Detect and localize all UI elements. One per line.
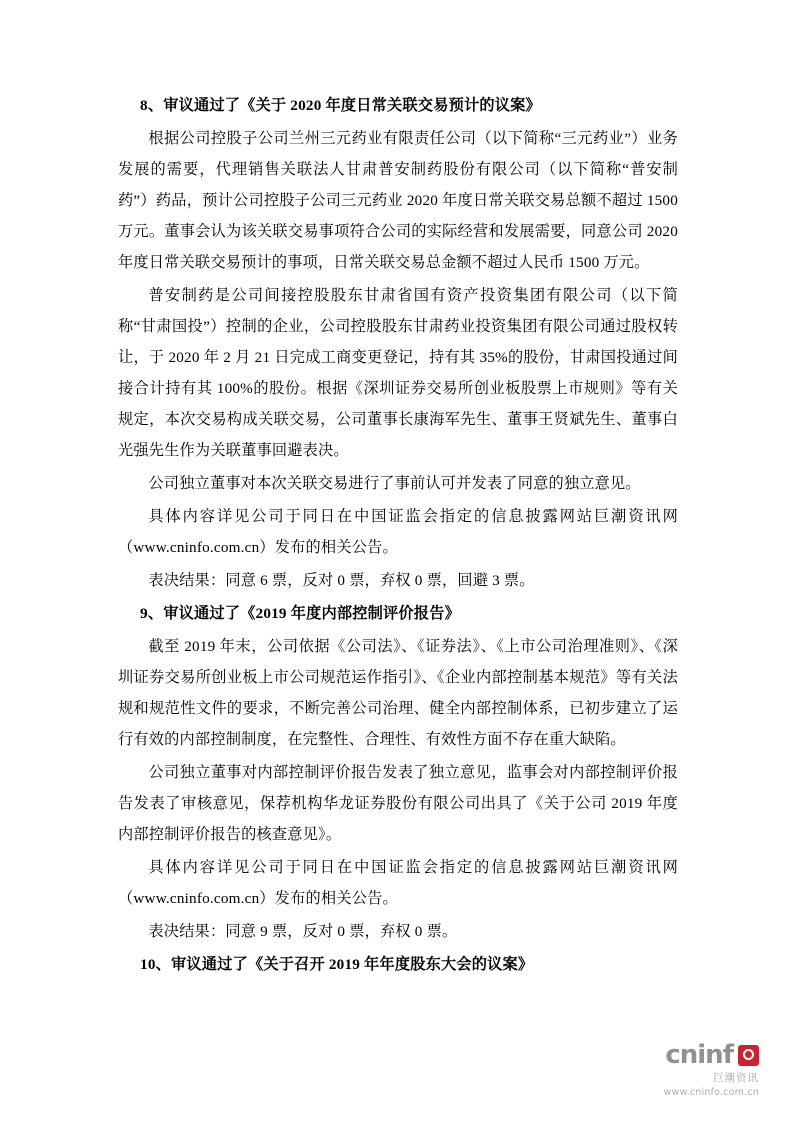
paragraph-8-4: 具体内容详见公司于同日在中国证监会指定的信息披露网站巨潮资讯网（www.cninfo.com.cn）发布的相关公告。 bbox=[118, 508, 678, 556]
vote-result-9: 表决结果：同意 9 票，反对 0 票，弃权 0 票。 bbox=[148, 923, 458, 940]
paragraph-8-1: 根据公司控股子公司兰州三元药业有限责任公司（以下简称“三元药业”）业务发展的需要，代理销售关联法人甘肃普安制药股份有限公司（以下简称“普安制药”）药品，预计公司控股子公司三元药业 2020 年度日常关联交易总额不超过 1500 万元。董事会认为该关联交易事项符合公司的实际经营和发展需要，同意公司 2020 年度日常关联交易预计的事项，日常关联交易总金额不超过人民币 1500 万元。 bbox=[118, 130, 678, 271]
paragraph-9-1: 截至 2019 年末，公司依据《公司法》、《证券法》、《上市公司治理准则》、《深圳证券交易所创业板上市公司规范运作指引》、《企业内部控制基本规范》等有关法规和规范性文件的要求，不断完善公司治理、健全内部控制体系，已初步建立了运行有效的内部控制制度，在完整性、合理性、有效性方面不存在重大缺陷。 bbox=[118, 638, 678, 748]
vote-result-8: 表决结果：同意 6 票，反对 0 票，弃权 0 票，回避 3 票。 bbox=[148, 572, 535, 589]
watermark-url: www.cninfo.com.cn bbox=[663, 1087, 759, 1098]
section-heading-8: 8、审议通过了《关于 2020 年度日常关联交易预计的议案》 bbox=[140, 97, 541, 114]
cninfo-watermark bbox=[619, 1042, 759, 1098]
paragraph-8-2: 普安制药是公司间接控股股东甘肃省国有资产投资集团有限公司（以下简称“甘肃国投”）控制的企业，公司控股股东甘肃药业投资集团有限公司通过股权转让，于 2020 年 2 月 21 日完成工商变更登记，持有其 35%的股份，甘肃国投通过间接合计持有其 100%的股份。根据《深圳证券交易所创业板股票上市规则》等有关规定，本次交易构成关联交易，公司董事长康海军先生、董事王贤斌先生、董事白光强先生作为关联董事回避表决。 bbox=[118, 287, 678, 459]
watermark-brand-text: cninf bbox=[665, 1040, 733, 1070]
section-heading-9: 9、审议通过了《2019 年度内部控制评价报告》 bbox=[140, 605, 460, 622]
watermark-subtitle: 巨潮资讯 bbox=[713, 1072, 759, 1084]
document-body bbox=[118, 88, 678, 982]
cninfo-logo-icon bbox=[738, 1045, 759, 1066]
watermark-brand-row bbox=[619, 1042, 759, 1068]
paragraph-9-2: 公司独立董事对内部控制评价报告发表了独立意见，监事会对内部控制评价报告发表了审核意见，保荐机构华龙证券股份有限公司出具了《关于公司 2019 年度内部控制评价报告的核查意见》。 bbox=[118, 764, 678, 843]
paragraph-9-3: 具体内容详见公司于同日在中国证监会指定的信息披露网站巨潮资讯网（www.cninfo.com.cn）发布的相关公告。 bbox=[118, 859, 678, 907]
section-heading-10: 10、审议通过了《关于召开 2019 年年度股东大会的议案》 bbox=[140, 956, 534, 973]
paragraph-8-3: 公司独立董事对本次关联交易进行了事前认可并发表了同意的独立意见。 bbox=[148, 475, 641, 492]
